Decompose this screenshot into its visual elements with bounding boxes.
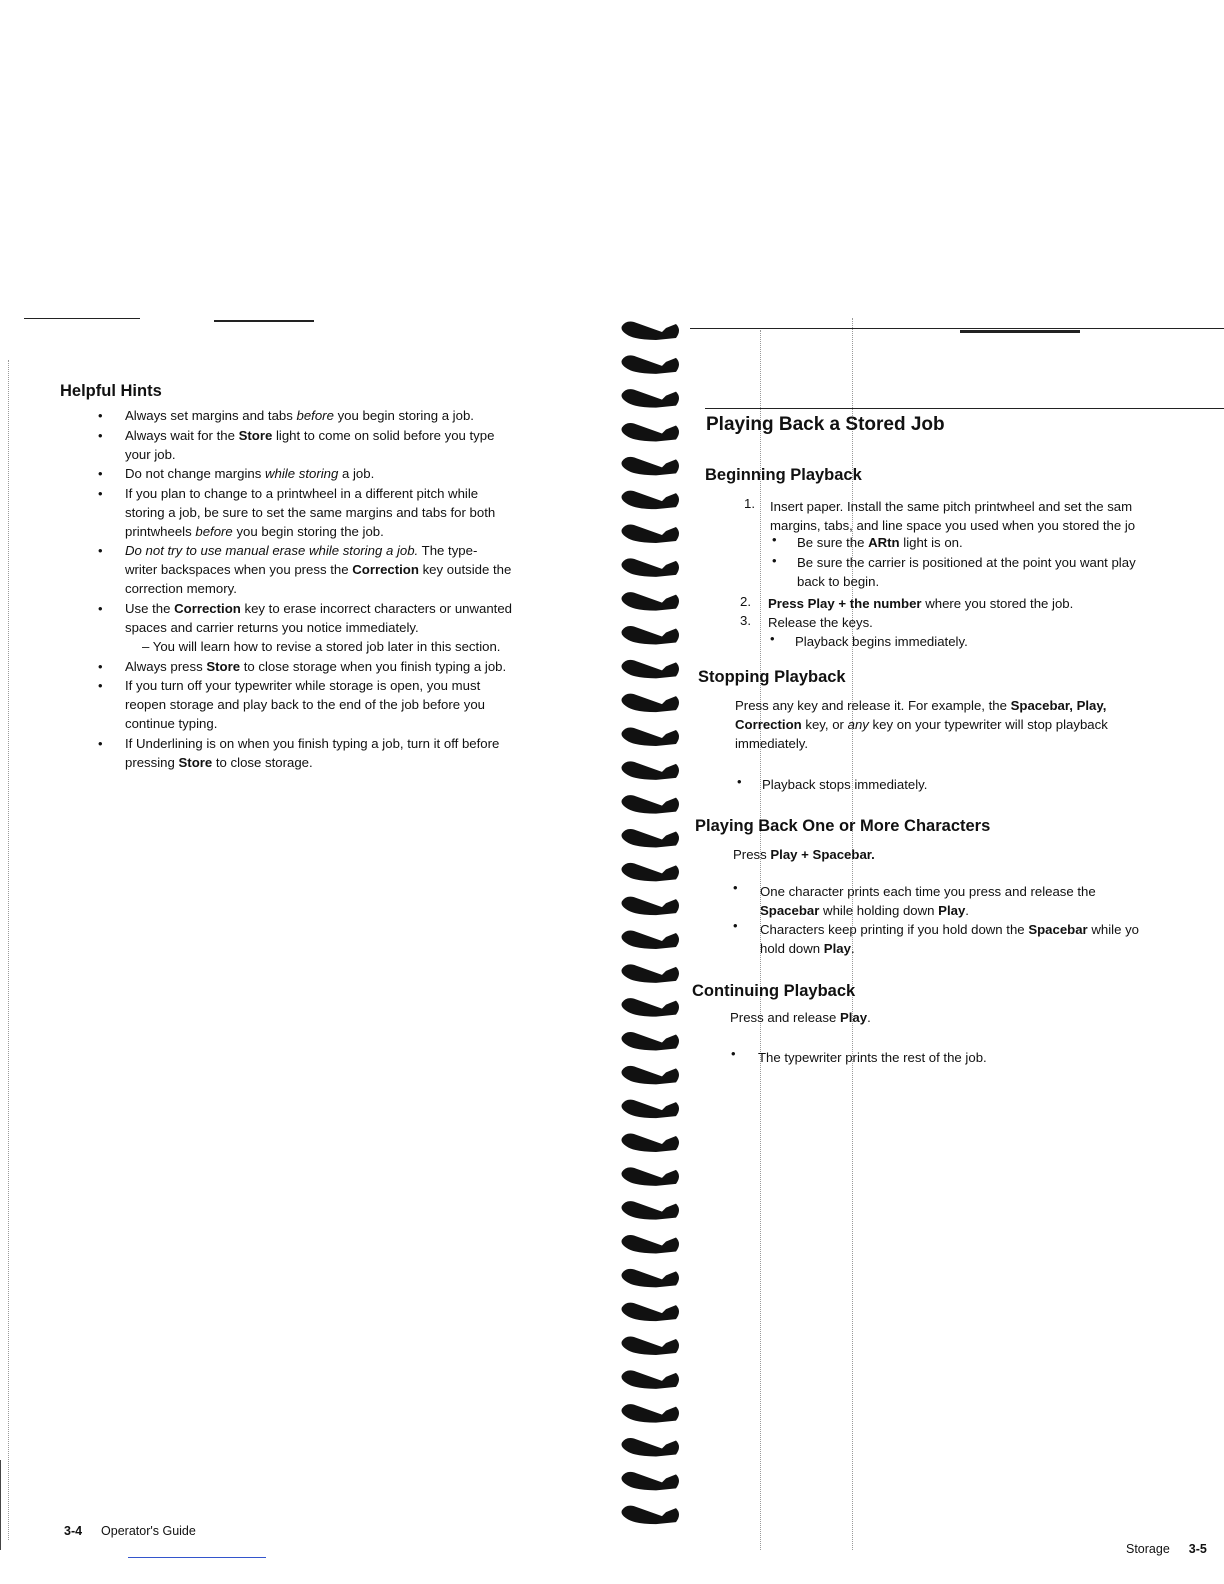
hint-3: Do not change margins while storing a job. xyxy=(125,466,375,481)
binding-ring xyxy=(622,795,680,814)
bullet: • xyxy=(98,486,103,501)
left-page-number: 3-4 xyxy=(64,1524,83,1538)
binding-ring xyxy=(622,1134,680,1153)
bullet: • xyxy=(98,601,103,616)
right-footer xyxy=(1126,1542,1224,1556)
hint-1: Always set margins and tabs before you begin storing a job. xyxy=(125,408,474,423)
bullet: • xyxy=(98,678,103,693)
step-number: 3. xyxy=(740,613,751,628)
bullet: • xyxy=(772,532,777,547)
beginning-playback-heading: Beginning Playback xyxy=(705,466,862,484)
binding-ring xyxy=(622,829,680,848)
step-1-bullet-2: Be sure the carrier is positioned at the point you want play back to begin. xyxy=(797,555,1136,589)
binding-ring xyxy=(622,1269,680,1288)
top-rule-fragment xyxy=(214,320,314,322)
page-title: Playing Back a Stored Job xyxy=(706,414,945,435)
one-or-more-text: Press Play + Spacebar. xyxy=(733,847,875,862)
bullet: • xyxy=(772,553,777,568)
binding-ring xyxy=(622,525,680,544)
binding-ring xyxy=(622,322,680,341)
binding-ring xyxy=(622,1201,680,1220)
step-2-text: Press Play + the number where you stored the job. xyxy=(768,596,1074,611)
binding-ring xyxy=(622,1472,680,1491)
one-or-more-bullet-2: Characters keep printing if you hold down the Spacebar while yo hold down Play. xyxy=(760,922,1140,956)
one-or-more-heading: Playing Back One or More Characters xyxy=(695,817,991,835)
binding-ring xyxy=(622,626,680,645)
binding-ring xyxy=(622,931,680,950)
bullet: • xyxy=(98,408,103,423)
hint-2: Always wait for the Store light to come on solid before you type your job. xyxy=(125,428,495,462)
binding-ring xyxy=(622,423,680,442)
left-footer xyxy=(64,1524,196,1538)
top-rule-heavy xyxy=(960,330,1080,333)
helpful-hints-heading: Helpful Hints xyxy=(60,382,162,400)
bullet: • xyxy=(98,659,103,674)
step-number: 1. xyxy=(744,496,755,511)
bullet: • xyxy=(98,466,103,481)
stopping-playback-heading: Stopping Playback xyxy=(698,668,846,686)
binding-ring xyxy=(622,491,680,510)
bullet: • xyxy=(770,631,775,646)
hint-4: If you plan to change to a printwheel in a different pitch while storing a job, be sure to set the same margins and tabs for both printwheels before you begin storing the job. xyxy=(125,486,496,539)
bullet: • xyxy=(733,880,738,895)
bullet: • xyxy=(733,918,738,933)
step-1-text: Insert paper. Install the same pitch printwheel and set the sam margins, tabs, and line space you used when you stored the jo xyxy=(770,499,1136,533)
binding-ring xyxy=(622,998,680,1017)
hint-sub-note: – You will learn how to revise a stored job later in this section. xyxy=(142,639,501,654)
binding-ring xyxy=(622,897,680,916)
top-rule xyxy=(690,328,1224,329)
binding-ring xyxy=(622,1100,680,1119)
step-number: 2. xyxy=(740,594,751,609)
binding-ring xyxy=(622,457,680,476)
hint-8: If you turn off your typewriter while storage is open, you must reopen storage and play back to the end of the job before you continue typing. xyxy=(125,678,485,731)
top-rule xyxy=(24,318,140,319)
binding-ring xyxy=(622,964,680,983)
step-3-text: Release the keys. xyxy=(768,615,873,630)
binding-ring xyxy=(622,761,680,780)
hint-5: Do not try to use manual erase while storing a job. The type- writer backspaces when you press the Correction key outside the correction memory. xyxy=(125,543,512,596)
continuing-playback-heading: Continuing Playback xyxy=(692,982,856,1000)
binding-ring xyxy=(622,1337,680,1356)
step-1-bullet-1: Be sure the ARtn light is on. xyxy=(797,535,963,550)
binding-ring xyxy=(622,355,680,374)
binding-ring xyxy=(622,1303,680,1322)
binding-ring xyxy=(622,389,680,408)
stopping-text: Press any key and release it. For example, the Spacebar, Play, Correction key, or any key on your typewriter will stop playback immediately. xyxy=(735,698,1108,751)
binding-ring xyxy=(622,1404,680,1423)
right-page-number: 3-5 xyxy=(1188,1542,1207,1556)
binding-ring xyxy=(622,1032,680,1051)
binding-ring xyxy=(622,592,680,611)
binding-ring xyxy=(622,863,680,882)
binding-ring xyxy=(622,694,680,713)
page-edge xyxy=(8,360,9,1540)
page-edge-mark xyxy=(0,1460,1,1550)
continuing-text: Press and release Play. xyxy=(730,1010,871,1025)
binding-ring xyxy=(622,558,680,577)
right-footer-title: Storage xyxy=(1126,1542,1170,1556)
binding-ring xyxy=(622,1066,680,1085)
bullet: • xyxy=(98,543,103,558)
binding-ring xyxy=(622,1506,680,1525)
one-or-more-bullet-1: One character prints each time you press and release the Spacebar while holding down Play. xyxy=(760,884,1096,918)
binding-ring xyxy=(622,1370,680,1389)
bullet: • xyxy=(98,428,103,443)
continuing-bullet: The typewriter prints the rest of the job. xyxy=(758,1050,987,1065)
binding-ring xyxy=(622,1438,680,1457)
bullet: • xyxy=(98,736,103,751)
bullet: • xyxy=(731,1046,736,1061)
binding-ring xyxy=(622,1235,680,1254)
step-3-bullet: Playback begins immediately. xyxy=(795,634,968,649)
title-rule xyxy=(705,408,1224,409)
binding-ring xyxy=(622,728,680,747)
left-footer-title: Operator's Guide xyxy=(101,1524,196,1538)
bullet: • xyxy=(737,774,742,789)
binding-ring xyxy=(622,660,680,679)
stopping-bullet: Playback stops immediately. xyxy=(762,777,928,792)
binding-ring xyxy=(622,1167,680,1186)
hint-6: Use the Correction key to erase incorrect characters or unwanted spaces and carrier returns you notice immediately. xyxy=(125,601,513,635)
binding-rings xyxy=(614,318,684,1550)
hint-9: If Underlining is on when you finish typing a job, turn it off before pressing Store to close storage. xyxy=(125,736,500,770)
hint-7: Always press Store to close storage when you finish typing a job. xyxy=(125,659,507,674)
bottom-underline xyxy=(128,1557,266,1558)
